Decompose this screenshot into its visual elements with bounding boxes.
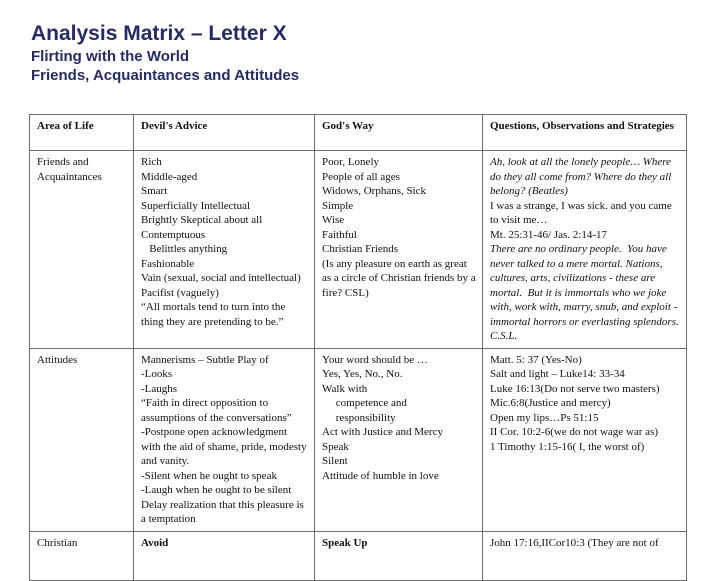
cell-devils-advice: Avoid xyxy=(134,531,315,580)
table-row-friends xyxy=(30,151,687,349)
document-subtitle-focus: Friends, Acquaintances and Attitudes xyxy=(31,67,300,84)
list-item: Mt. 25:31-46/ Jas. 2:14-17 xyxy=(490,228,608,241)
list-item: Act with Justice and Mercy xyxy=(322,426,443,438)
list-item: Middle-aged xyxy=(141,170,198,183)
list-item: Your word should be … xyxy=(322,353,428,366)
list-item: 1 Timothy 1:15-16( I, the worst of) xyxy=(490,440,645,453)
cell-questions-observations xyxy=(483,151,687,349)
list-item: There are no ordinary people. You have never talked to a mere mortal. Nations, cultures, arts, civilizations - these are mortal. But it is immortals who we joke with, work with, marry, snub, and exploit - immortal horrors or everlasting splendors. C.S.L. xyxy=(490,243,682,342)
list-item: -Laughs xyxy=(141,382,178,395)
list-item: Simple xyxy=(322,199,354,212)
list-item: Vain (sexual, social and intellectual) xyxy=(141,272,301,284)
list-item: Wise xyxy=(322,214,345,226)
cell-gods-way xyxy=(315,151,483,349)
list-item: People of all ages xyxy=(322,170,400,183)
cell-questions-observations xyxy=(483,348,687,531)
analysis-matrix-table xyxy=(29,114,687,581)
cell-area: Friends and Acquaintances xyxy=(30,151,134,349)
header-devils-advice: Devil's Advice xyxy=(134,115,315,151)
document-title: Analysis Matrix – Letter X xyxy=(31,22,287,45)
list-item: “Faith in direct opposition to assumptions of the conversations” xyxy=(141,397,292,424)
list-item: -Silent when he ought to speak xyxy=(141,469,277,482)
cell-area: Christian xyxy=(30,531,134,580)
list-item: Fashionable xyxy=(141,257,195,270)
list-item: Attitude of humble in love xyxy=(322,469,439,482)
cell-area: Attitudes xyxy=(30,348,134,531)
cell-gods-way xyxy=(315,348,483,531)
cell-questions-observations: John 17:16,IICor10:3 (They are not of xyxy=(483,531,687,580)
table-row-christian xyxy=(30,531,687,580)
list-item: Rich xyxy=(141,156,162,168)
list-item: responsibility xyxy=(322,411,396,424)
list-item: -Laugh when he ought to be silent xyxy=(141,484,292,496)
header-questions-observations: Questions, Observations and Strategies xyxy=(483,115,687,151)
list-item: -Looks xyxy=(141,368,173,380)
list-item: Mic.6:8(Justice and mercy) xyxy=(490,397,611,409)
list-item: II Cor. 10:2-6(we do not wage war as) xyxy=(490,426,659,438)
cell-devils-advice xyxy=(134,151,315,349)
list-item: Matt. 5: 37 (Yes-No) xyxy=(490,353,582,366)
list-item: Walk with xyxy=(322,382,368,395)
list-item: I was a strange, I was sick. and you came to visit me… xyxy=(490,199,675,226)
list-item: Contemptuous xyxy=(141,228,206,241)
header-area-of-life: Area of Life xyxy=(30,115,134,151)
list-item: Ah, look at all the lonely people… Where do they all come from? Where do they all belong? (Beatles) xyxy=(490,156,674,197)
table-row-attitudes xyxy=(30,348,687,531)
list-item: -Postpone open acknowledgment with the aid of shame, pride, modesty and vanity. xyxy=(141,426,310,467)
list-item: Widows, Orphans, Sick xyxy=(322,185,427,197)
cell-gods-way: Speak Up xyxy=(315,531,483,580)
list-item: (Is any pleasure on earth as great as a circle of Christian friends by a fire? CSL) xyxy=(322,257,479,299)
table-header-row xyxy=(30,115,687,151)
list-item: Speak xyxy=(322,440,349,453)
header-gods-way: God's Way xyxy=(315,115,483,151)
list-item: Faithful xyxy=(322,228,357,241)
list-item: Luke 16:13(Do not serve two masters) xyxy=(490,382,660,395)
list-item: Delay realization that this pleasure is a temptation xyxy=(141,498,307,525)
list-item: Yes, Yes, No., No. xyxy=(322,368,403,380)
cell-devils-advice xyxy=(134,348,315,531)
list-item: Silent xyxy=(322,455,348,467)
list-item: Brightly Skeptical about all xyxy=(141,214,263,226)
list-item: Christian Friends xyxy=(322,243,399,255)
list-item: Smart xyxy=(141,185,168,197)
list-item: Superficially Intellectual xyxy=(141,199,251,212)
list-item: Poor, Lonely xyxy=(322,156,379,168)
list-item: competence and xyxy=(322,397,407,409)
list-item: Salt and light – Luke14: 33-34 xyxy=(490,368,625,380)
list-item: Mannerisms – Subtle Play of xyxy=(141,353,269,366)
list-item: Pacifist (vaguely) xyxy=(141,286,219,299)
list-item: “All mortals tend to turn into the thing they are pretending to be.” xyxy=(141,301,288,328)
list-item: Open my lips…Ps 51:15 xyxy=(490,411,599,424)
document-subtitle-topic: Flirting with the World xyxy=(31,48,190,65)
list-item: Belittles anything xyxy=(141,243,228,255)
